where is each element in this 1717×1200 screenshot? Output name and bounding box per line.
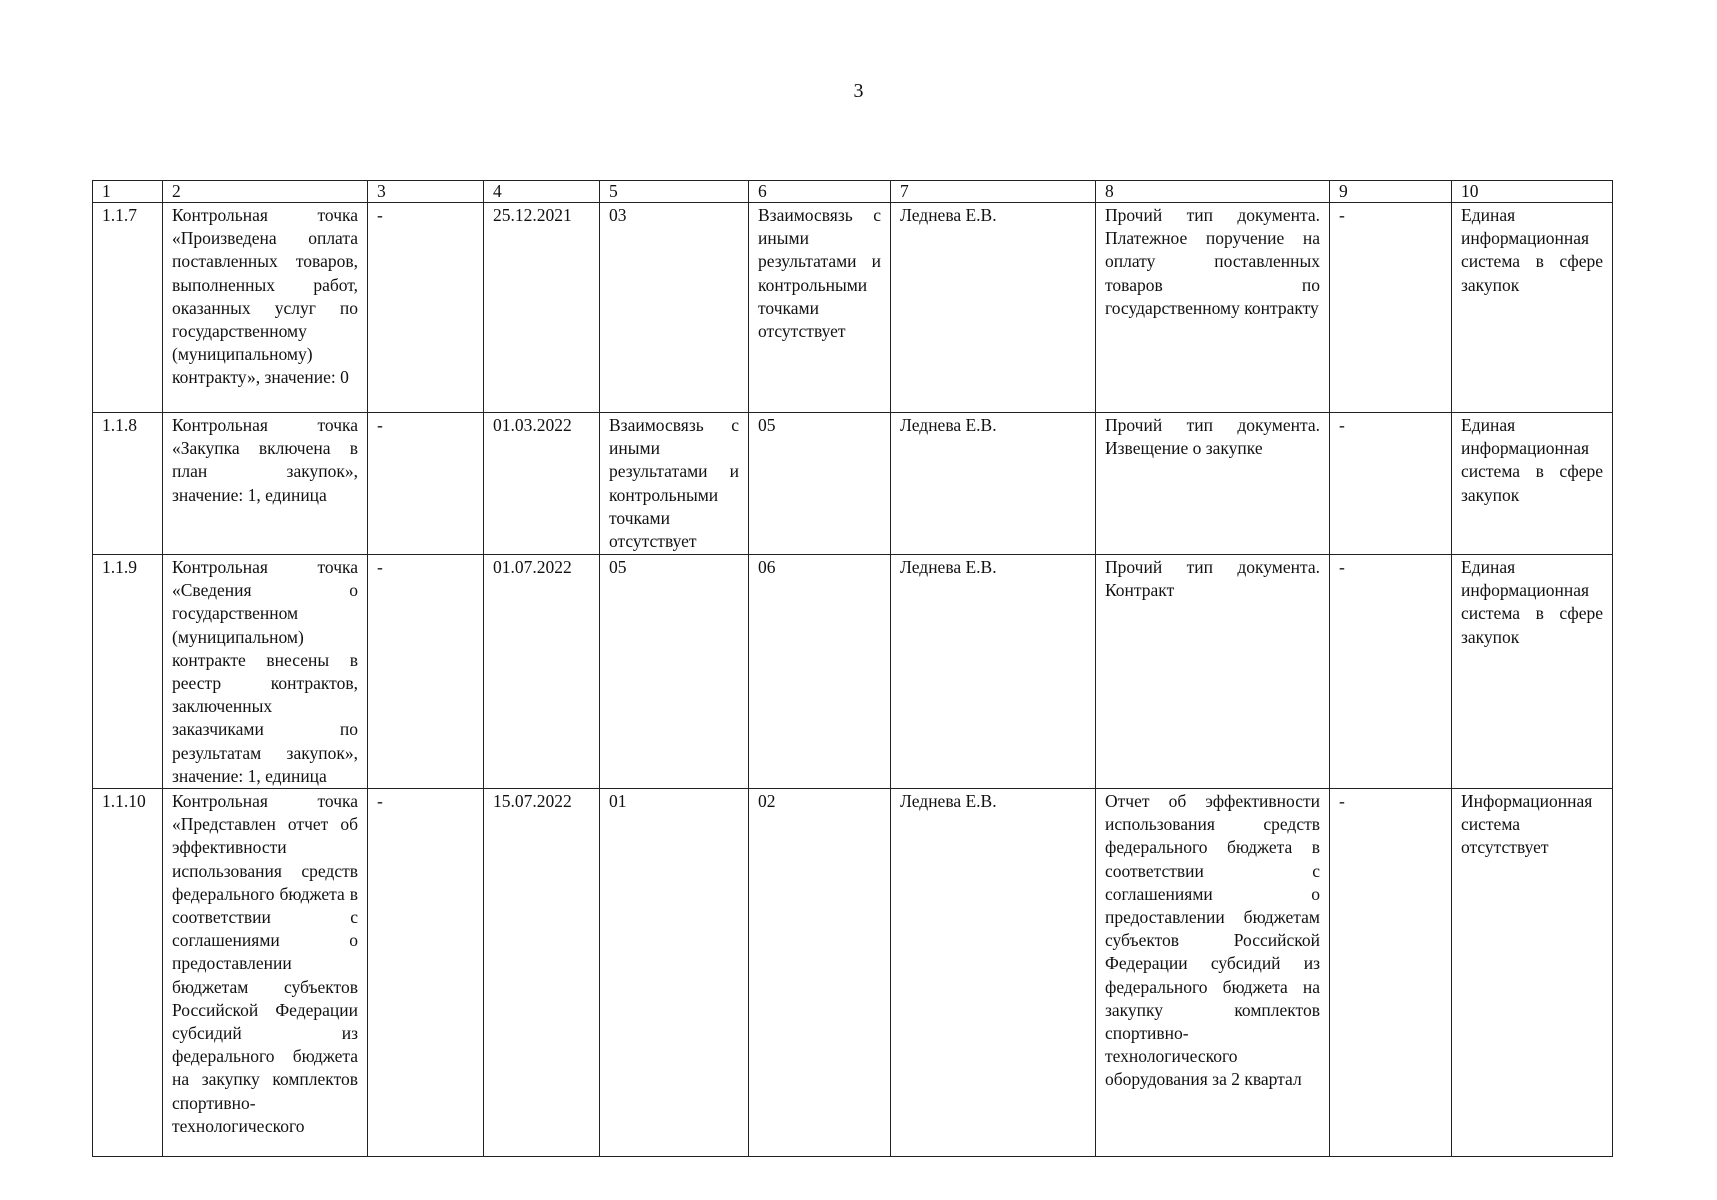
cell-col6: Взаимосвязь с иными результатами и контрольными точками отсутствует xyxy=(749,203,891,413)
cell-col3: - xyxy=(368,413,484,555)
cell-col3: - xyxy=(368,555,484,789)
item-number: 1.1.8 xyxy=(93,413,163,555)
information-system: Единая информационная система в сфере закупок xyxy=(1452,413,1613,555)
information-system: Информационная система отсутствует xyxy=(1452,789,1613,1157)
column-number-header: 5 xyxy=(600,181,749,203)
control-point-name: Контрольная точка «Произведена оплата поставленных товаров, выполненных работ, оказанных услуг по государственному (муниципальному) контракту», значение: 0 xyxy=(163,203,368,413)
cell-col9: - xyxy=(1330,413,1452,555)
cell-col9: - xyxy=(1330,789,1452,1157)
deadline-date: 15.07.2022 xyxy=(484,789,600,1157)
table-row xyxy=(93,203,1613,413)
control-point-name: Контрольная точка «Закупка включена в план закупок», значение: 1, единица xyxy=(163,413,368,555)
item-number: 1.1.10 xyxy=(93,789,163,1157)
responsible-person: Леднева Е.В. xyxy=(891,413,1096,555)
table-row xyxy=(93,789,1613,1157)
cell-col3: - xyxy=(368,789,484,1157)
responsible-person: Леднева Е.В. xyxy=(891,203,1096,413)
table-row xyxy=(93,413,1613,555)
cell-col6: 02 xyxy=(749,789,891,1157)
column-number-header: 7 xyxy=(891,181,1096,203)
deadline-date: 25.12.2021 xyxy=(484,203,600,413)
information-system: Единая информационная система в сфере закупок xyxy=(1452,203,1613,413)
control-points-table xyxy=(92,180,1613,1157)
column-number-header: 1 xyxy=(93,181,163,203)
responsible-person: Леднева Е.В. xyxy=(891,555,1096,789)
control-point-name: Контрольная точка «Представлен отчет об эффективности использования средств федерального бюджета в соответствии с соглашениями о предоставлении бюджетам субъектов Российской Федерации субсидий из федерального бюджета на закупку комплектов спортивно-технологического xyxy=(163,789,368,1157)
cell-col5: 03 xyxy=(600,203,749,413)
column-number-header: 8 xyxy=(1096,181,1330,203)
item-number: 1.1.7 xyxy=(93,203,163,413)
responsible-person: Леднева Е.В. xyxy=(891,789,1096,1157)
cell-col9: - xyxy=(1330,203,1452,413)
column-number-header: 6 xyxy=(749,181,891,203)
column-number-header: 10 xyxy=(1452,181,1613,203)
document-type: Прочий тип документа. Платежное поручение на оплату поставленных товаров по государственному контракту xyxy=(1096,203,1330,413)
item-number: 1.1.9 xyxy=(93,555,163,789)
information-system: Единая информационная система в сфере закупок xyxy=(1452,555,1613,789)
cell-col6: 05 xyxy=(749,413,891,555)
cell-col5: Взаимосвязь с иными результатами и контрольными точками отсутствует xyxy=(600,413,749,555)
control-point-name: Контрольная точка «Сведения о государственном (муниципальном) контракте внесены в реестр контрактов, заключенных заказчиками по результатам закупок», значение: 1, единица xyxy=(163,555,368,789)
header-row xyxy=(93,181,1613,203)
column-number-header: 9 xyxy=(1330,181,1452,203)
column-number-header: 3 xyxy=(368,181,484,203)
document-type: Прочий тип документа. Контракт xyxy=(1096,555,1330,789)
document-type: Отчет об эффективности использования средств федерального бюджета в соответствии с соглашениями о предоставлении бюджетам субъектов Российской Федерации субсидий из федерального бюджета на закупку комплектов спортивно-технологического оборудования за 2 квартал xyxy=(1096,789,1330,1157)
table-row xyxy=(93,555,1613,789)
deadline-date: 01.07.2022 xyxy=(484,555,600,789)
cell-col5: 05 xyxy=(600,555,749,789)
cell-col3: - xyxy=(368,203,484,413)
column-number-header: 2 xyxy=(163,181,368,203)
cell-col6: 06 xyxy=(749,555,891,789)
document-type: Прочий тип документа. Извещение о закупке xyxy=(1096,413,1330,555)
column-number-header: 4 xyxy=(484,181,600,203)
cell-col9: - xyxy=(1330,555,1452,789)
cell-col5: 01 xyxy=(600,789,749,1157)
page-number: 3 xyxy=(853,80,864,102)
deadline-date: 01.03.2022 xyxy=(484,413,600,555)
